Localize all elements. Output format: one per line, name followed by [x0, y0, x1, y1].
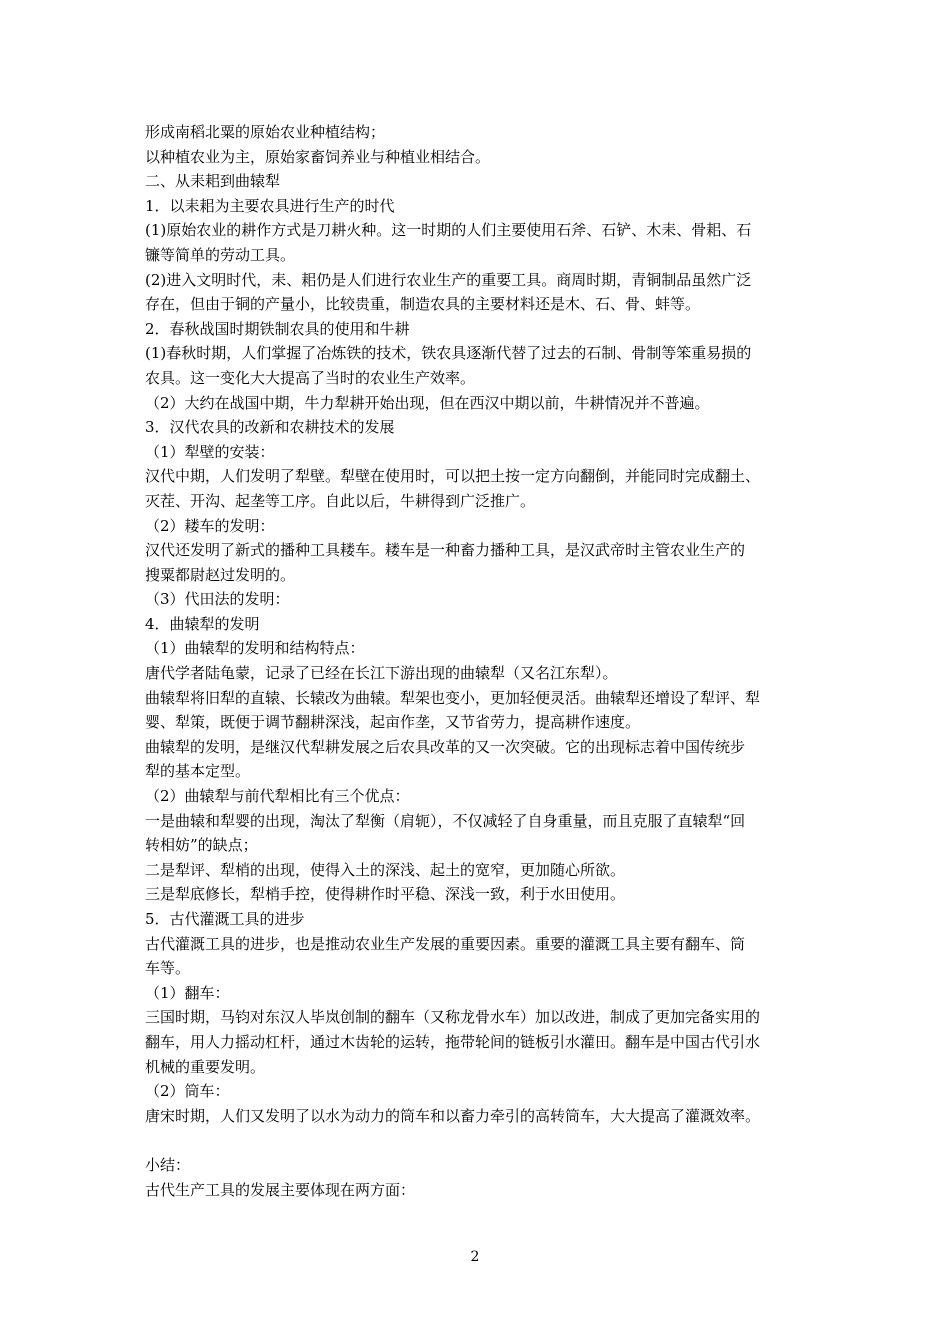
text-line: 汉代中期，人们发明了犁壁。犁壁在使用时，可以把土按一定方向翻倒，并能同时完成翻土、	[145, 467, 761, 486]
text-line: （1）翻车：	[145, 983, 230, 1002]
text-line: 以种植农业为主，原始家畜饲养业与种植业相结合。	[145, 147, 491, 166]
text-line: 三国时期，马钧对东汉人毕岚创制的翻车（又称龙骨水车）加以改进，制成了更加完备实用的	[145, 1008, 761, 1027]
text-line: 古代灌溉工具的进步，也是推动农业生产发展的重要因素。重要的灌溉工具主要有翻车、筒	[145, 934, 746, 953]
text-line: 机械的重要发明。	[145, 1057, 266, 1076]
text-line: (1)春秋时期，人们掌握了冶炼铁的技术，铁农具逐渐代替了过去的石制、骨制等笨重易损的	[145, 344, 752, 363]
text-line: 二是犁评、犁梢的出现，使得入土的深浅、起土的宽窄，更加随心所欲。	[145, 860, 626, 879]
text-line: 唐代学者陆龟蒙，记录了已经在长江下游出现的曲辕犁（又名江东犁）。	[145, 664, 618, 683]
text-line: （2）曲辕犁与前代犁相比有三个优点：	[145, 787, 410, 806]
text-line: （2）筒车：	[145, 1082, 230, 1101]
text-line: 存在，但由于铜的产量小，比较贵重，制造农具的主要材料还是木、石、骨、蚌等。	[145, 295, 701, 314]
text-line: （3）代田法的发明：	[145, 590, 290, 609]
text-line: 转相妨”的缺点；	[145, 836, 258, 855]
text-line: 曲辕犁的发明，是继汉代犁耕发展之后农具改革的又一次突破。它的出现标志着中国传统步	[145, 737, 746, 756]
text-line: 犁的基本定型。	[145, 762, 251, 781]
subsection-heading: 1．以耒耜为主要农具进行生产的时代	[145, 196, 395, 215]
text-line: 农具。这一变化大大提高了当时的农业生产效率。	[145, 368, 476, 387]
text-line: （2）大约在战国中期，牛力犁耕开始出现，但在西汉中期以前，牛耕情况并不普遍。	[145, 393, 710, 412]
text-line: 古代生产工具的发展主要体现在两方面：	[145, 1180, 416, 1199]
subsection-heading: 2．春秋战国时期铁制农具的使用和牛耕	[145, 319, 410, 338]
section-heading: 二、从耒耜到曲辕犁	[145, 172, 281, 191]
text-line: 灭茬、开沟、起垄等工序。自此以后，牛耕得到广泛推广。	[145, 491, 536, 510]
text-line: 翻车，用人力摇动杠杆，通过木齿轮的运转，拖带轮间的链板引水灌田。翻车是中国古代引水	[145, 1032, 761, 1051]
text-line: 搜粟都尉赵过发明的。	[145, 565, 296, 584]
text-line: (1)原始农业的耕作方式是刀耕火种。这一时期的人们主要使用石斧、石铲、木耒、骨耜、石	[145, 221, 752, 240]
text-line: 汉代还发明了新式的播种工具耧车。耧车是一种畜力播种工具，是汉武帝时主管农业生产的	[145, 541, 746, 560]
text-line: 车等。	[145, 959, 191, 978]
text-line: （2）耧车的发明：	[145, 516, 275, 535]
text-line: 曲辕犁将旧犁的直辕、长辕改为曲辕。犁架也变小，更加轻便灵活。曲辕犁还增设了犁评、犁	[145, 688, 761, 707]
subsection-heading: 4．曲辕犁的发明	[145, 614, 260, 633]
text-line: 形成南稻北粟的原始农业种植结构；	[145, 123, 386, 141]
document-body	[145, 120, 815, 1202]
text-line: 三是犁底修长，犁梢手控，使得耕作时平稳、深浅一致，利于水田使用。	[145, 885, 626, 904]
text-line: （1）曲辕犁的发明和结构特点：	[145, 639, 365, 658]
text-line: （1）犁壁的安装：	[145, 442, 275, 461]
text-line: 镰等简单的劳动工具。	[145, 245, 296, 264]
text-line: (2)进入文明时代，耒、耜仍是人们进行农业生产的重要工具。商周时期，青铜制品虽然广泛	[145, 270, 752, 289]
text-line: 唐宋时期，人们又发明了以水为动力的筒车和以畜力牵引的高转筒车，大大提高了灌溉效率。	[145, 1106, 761, 1125]
text-line: 一是曲辕和犁婴的出现，淘汰了犁衡（肩轭），不仅减轻了自身重量，而且克服了直辕犁“回	[145, 811, 746, 830]
summary-heading: 小结：	[145, 1155, 191, 1174]
subsection-heading: 3．汉代农具的改新和农耕技术的发展	[145, 418, 395, 437]
text-line: 婴、犁策，既便于调节翻耕深浅，起亩作垄，又节省劳力，提高耕作速度。	[145, 713, 641, 732]
subsection-heading: 5．古代灌溉工具的进步	[145, 910, 305, 928]
page-number: 2	[470, 1249, 480, 1265]
blank-line	[145, 1128, 815, 1153]
